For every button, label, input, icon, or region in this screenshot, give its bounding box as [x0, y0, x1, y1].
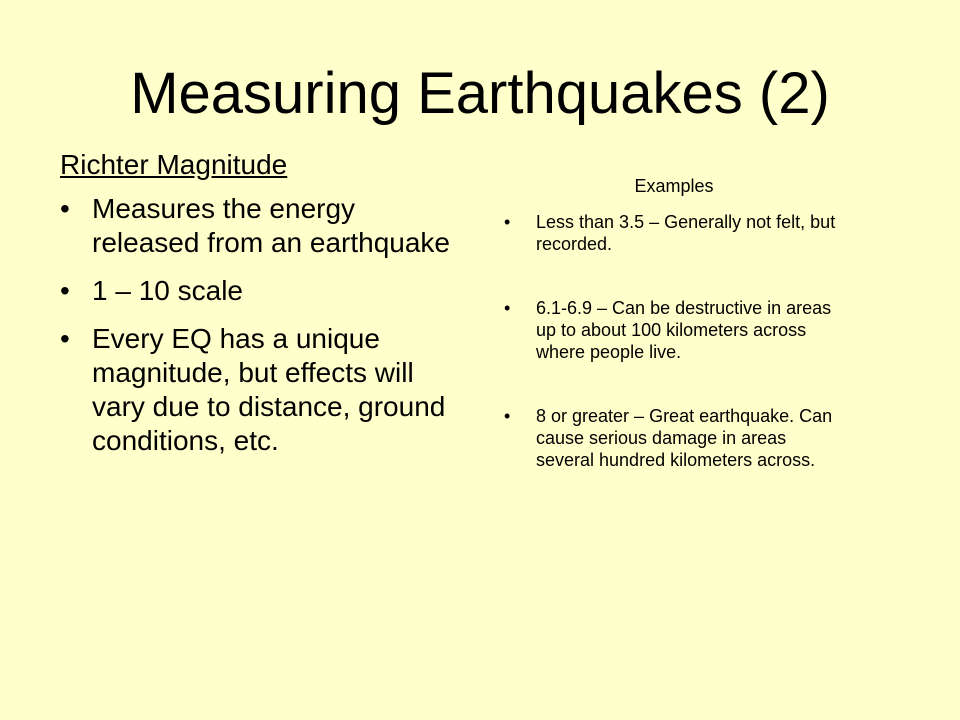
- bullet-icon: •: [504, 298, 511, 318]
- list-item-text: Less than 3.5 – Generally not felt, but recorded.: [536, 212, 836, 254]
- bullet-icon: •: [60, 193, 70, 224]
- list-item: [60, 192, 460, 260]
- bullet-icon: •: [60, 323, 70, 354]
- list-item-text: 6.1-6.9 – Can be destructive in areas up to about 100 kilometers across where people live.: [536, 298, 832, 362]
- list-item: [504, 211, 844, 255]
- list-item: [504, 405, 844, 471]
- list-item: [60, 322, 460, 458]
- bullet-icon: •: [504, 212, 511, 232]
- richter-heading: Richter Magnitude: [60, 149, 288, 180]
- list-item-text: Every EQ has a unique magnitude, but effects will vary due to distance, ground conditions, etc.: [92, 323, 446, 456]
- list-item-text: 8 or greater – Great earthquake. Can cause serious damage in areas several hundred kilometers across.: [536, 406, 833, 470]
- bullet-icon: •: [60, 275, 70, 306]
- examples-heading: Examples: [634, 176, 714, 196]
- list-item-text: Measures the energy released from an earthquake: [92, 193, 450, 258]
- list-item: [60, 274, 460, 308]
- slide-title: Measuring Earthquakes (2): [130, 61, 830, 126]
- bullet-icon: •: [504, 406, 511, 426]
- list-item: [504, 297, 844, 363]
- examples-list: [504, 211, 844, 471]
- richter-list: [60, 192, 460, 458]
- right-column: [504, 173, 844, 513]
- left-column: [60, 146, 460, 472]
- list-item-text: 1 – 10 scale: [92, 275, 243, 306]
